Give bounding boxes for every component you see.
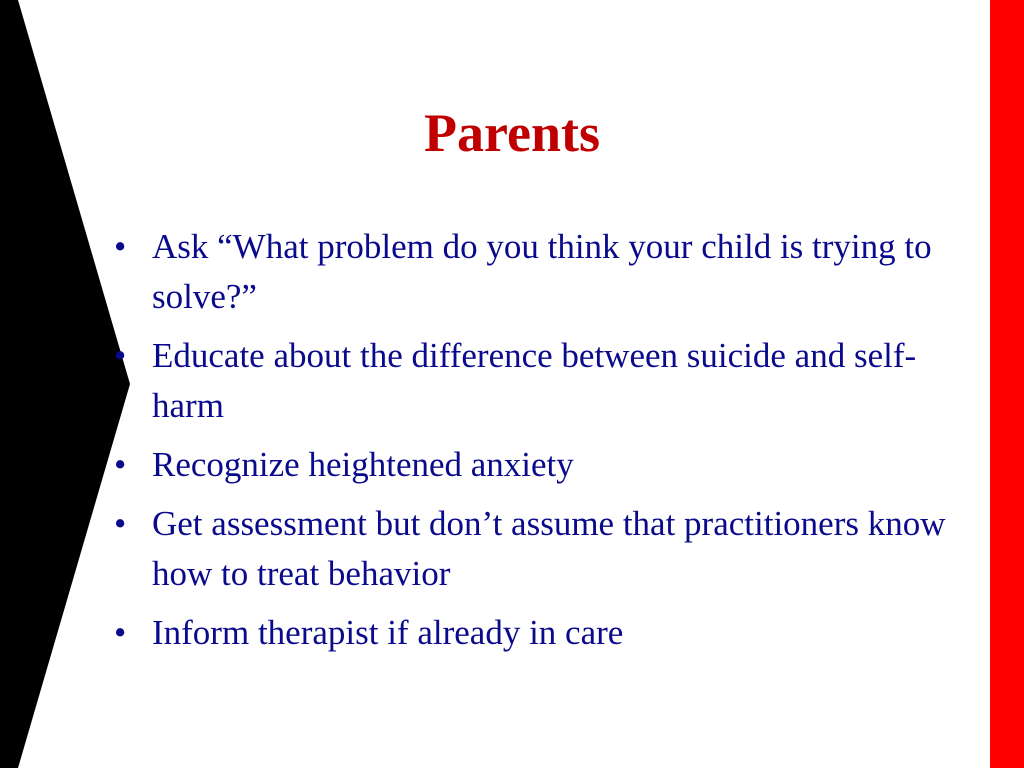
bullet-icon: •	[114, 227, 127, 266]
bullet-item	[108, 608, 978, 658]
slide-title: Parents	[424, 103, 600, 163]
bullet-text: Inform therapist if already in care	[152, 613, 624, 652]
bullet-item	[108, 499, 978, 599]
bullet-text: Get assessment but don’t assume that practitioners know how to treat behavior	[152, 504, 946, 593]
bullet-icon: •	[114, 613, 127, 652]
bullet-icon: •	[114, 445, 127, 484]
bullet-icon: •	[114, 504, 127, 543]
bullet-item	[108, 222, 978, 322]
bullet-text: Educate about the difference between suicide and self-harm	[152, 336, 917, 425]
bullet-item	[108, 331, 978, 431]
bullet-list	[108, 222, 978, 667]
bullet-item	[108, 440, 978, 490]
bullet-text: Ask “What problem do you think your child is trying to solve?”	[152, 227, 932, 316]
bullet-icon: •	[114, 336, 127, 375]
bullet-text: Recognize heightened anxiety	[152, 445, 574, 484]
